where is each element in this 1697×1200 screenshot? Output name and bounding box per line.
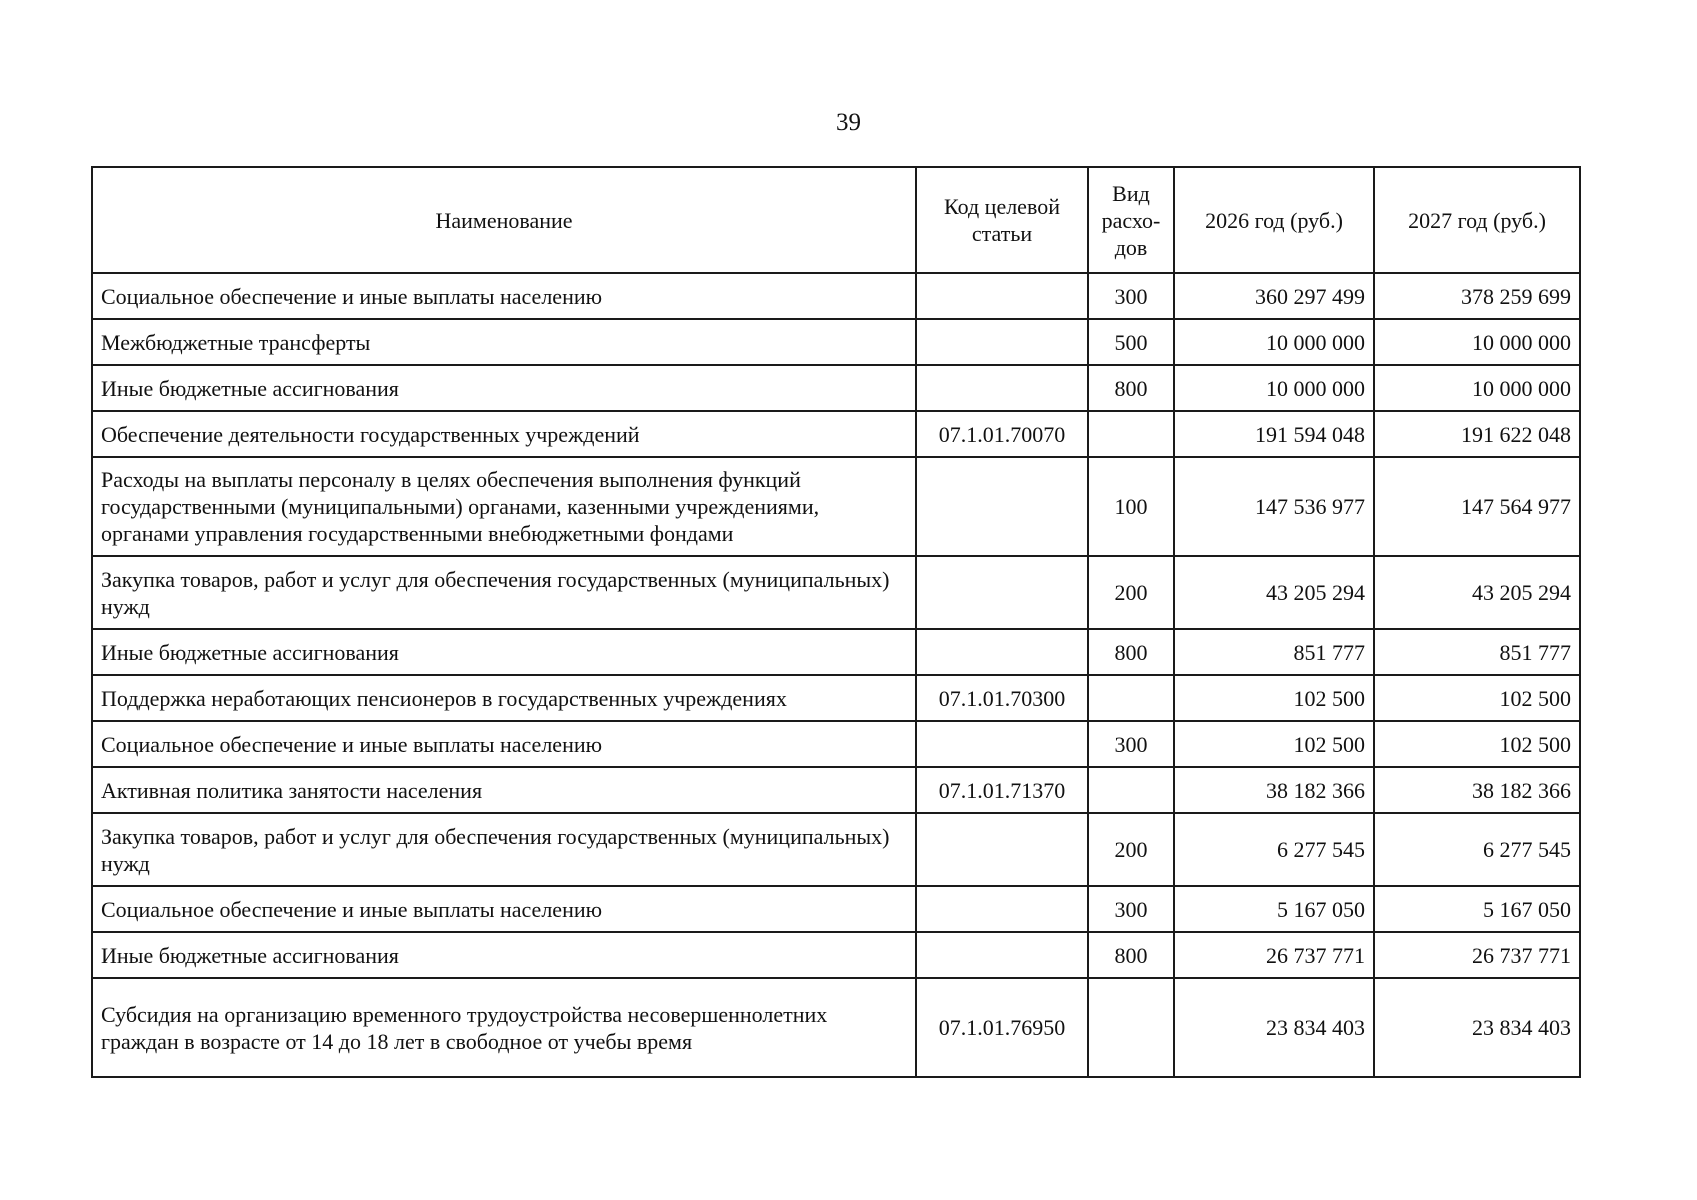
cell-name: Субсидия на организацию временного трудоустройства несовершеннолетних граждан в возрасте от 14 до 18 лет в свободное от учебы время bbox=[92, 978, 916, 1077]
table-row bbox=[92, 813, 1580, 886]
cell-code: 07.1.01.76950 bbox=[916, 978, 1088, 1077]
table-row bbox=[92, 319, 1580, 365]
table-row bbox=[92, 411, 1580, 457]
cell-2027: 102 500 bbox=[1374, 721, 1580, 767]
table-row bbox=[92, 932, 1580, 978]
table-row bbox=[92, 457, 1580, 556]
cell-type: 800 bbox=[1088, 629, 1174, 675]
cell-code bbox=[916, 886, 1088, 932]
cell-2026: 43 205 294 bbox=[1174, 556, 1374, 629]
cell-code: 07.1.01.70070 bbox=[916, 411, 1088, 457]
cell-name: Закупка товаров, работ и услуг для обеспечения государственных (муниципальных) нужд bbox=[92, 556, 916, 629]
cell-code: 07.1.01.70300 bbox=[916, 675, 1088, 721]
cell-code bbox=[916, 932, 1088, 978]
table-row bbox=[92, 721, 1580, 767]
cell-name: Закупка товаров, работ и услуг для обеспечения государственных (муниципальных) нужд bbox=[92, 813, 916, 886]
cell-2027: 10 000 000 bbox=[1374, 365, 1580, 411]
cell-2027: 191 622 048 bbox=[1374, 411, 1580, 457]
cell-2026: 23 834 403 bbox=[1174, 978, 1374, 1077]
cell-code bbox=[916, 273, 1088, 319]
cell-type: 300 bbox=[1088, 273, 1174, 319]
cell-2027: 26 737 771 bbox=[1374, 932, 1580, 978]
cell-name: Активная политика занятости населения bbox=[92, 767, 916, 813]
table-row bbox=[92, 767, 1580, 813]
table-row bbox=[92, 629, 1580, 675]
cell-2026: 851 777 bbox=[1174, 629, 1374, 675]
cell-2027: 851 777 bbox=[1374, 629, 1580, 675]
cell-2027: 43 205 294 bbox=[1374, 556, 1580, 629]
cell-type: 800 bbox=[1088, 365, 1174, 411]
cell-2026: 6 277 545 bbox=[1174, 813, 1374, 886]
cell-name: Социальное обеспечение и иные выплаты населению bbox=[92, 886, 916, 932]
cell-2026: 10 000 000 bbox=[1174, 365, 1374, 411]
table-row bbox=[92, 675, 1580, 721]
cell-2026: 5 167 050 bbox=[1174, 886, 1374, 932]
cell-type: 100 bbox=[1088, 457, 1174, 556]
table-header-row bbox=[92, 167, 1580, 273]
cell-2026: 191 594 048 bbox=[1174, 411, 1374, 457]
cell-code bbox=[916, 813, 1088, 886]
cell-code: 07.1.01.71370 bbox=[916, 767, 1088, 813]
cell-name: Иные бюджетные ассигнования bbox=[92, 932, 916, 978]
cell-name: Социальное обеспечение и иные выплаты населению bbox=[92, 273, 916, 319]
cell-2026: 26 737 771 bbox=[1174, 932, 1374, 978]
cell-code bbox=[916, 721, 1088, 767]
header-year-2027: 2027 год (руб.) bbox=[1374, 167, 1580, 273]
cell-name: Обеспечение деятельности государственных учреждений bbox=[92, 411, 916, 457]
table-row bbox=[92, 886, 1580, 932]
cell-2027: 147 564 977 bbox=[1374, 457, 1580, 556]
cell-type bbox=[1088, 767, 1174, 813]
cell-2027: 102 500 bbox=[1374, 675, 1580, 721]
cell-type bbox=[1088, 978, 1174, 1077]
cell-2027: 5 167 050 bbox=[1374, 886, 1580, 932]
cell-2026: 360 297 499 bbox=[1174, 273, 1374, 319]
header-name: Наименование bbox=[92, 167, 916, 273]
cell-name: Межбюджетные трансферты bbox=[92, 319, 916, 365]
cell-name: Иные бюджетные ассигнования bbox=[92, 629, 916, 675]
cell-name: Иные бюджетные ассигнования bbox=[92, 365, 916, 411]
cell-2026: 38 182 366 bbox=[1174, 767, 1374, 813]
cell-type: 500 bbox=[1088, 319, 1174, 365]
header-type: Вид расхо-дов bbox=[1088, 167, 1174, 273]
cell-name: Поддержка неработающих пенсионеров в государственных учреждениях bbox=[92, 675, 916, 721]
budget-table bbox=[91, 166, 1581, 1078]
cell-code bbox=[916, 365, 1088, 411]
header-code: Код целевой статьи bbox=[916, 167, 1088, 273]
cell-2027: 23 834 403 bbox=[1374, 978, 1580, 1077]
cell-2026: 102 500 bbox=[1174, 721, 1374, 767]
cell-2027: 10 000 000 bbox=[1374, 319, 1580, 365]
cell-code bbox=[916, 319, 1088, 365]
cell-2027: 38 182 366 bbox=[1374, 767, 1580, 813]
header-year-2026: 2026 год (руб.) bbox=[1174, 167, 1374, 273]
cell-type: 200 bbox=[1088, 813, 1174, 886]
page-number: 39 bbox=[836, 109, 861, 136]
cell-code bbox=[916, 457, 1088, 556]
cell-2026: 102 500 bbox=[1174, 675, 1374, 721]
cell-type bbox=[1088, 675, 1174, 721]
cell-name: Социальное обеспечение и иные выплаты населению bbox=[92, 721, 916, 767]
table-row bbox=[92, 978, 1580, 1077]
cell-code bbox=[916, 629, 1088, 675]
cell-type bbox=[1088, 411, 1174, 457]
cell-type: 200 bbox=[1088, 556, 1174, 629]
cell-2026: 10 000 000 bbox=[1174, 319, 1374, 365]
cell-type: 300 bbox=[1088, 886, 1174, 932]
cell-type: 800 bbox=[1088, 932, 1174, 978]
table-row bbox=[92, 365, 1580, 411]
cell-type: 300 bbox=[1088, 721, 1174, 767]
cell-2026: 147 536 977 bbox=[1174, 457, 1374, 556]
cell-code bbox=[916, 556, 1088, 629]
table-row bbox=[92, 556, 1580, 629]
cell-2027: 6 277 545 bbox=[1374, 813, 1580, 886]
table-row bbox=[92, 273, 1580, 319]
cell-2027: 378 259 699 bbox=[1374, 273, 1580, 319]
cell-name: Расходы на выплаты персоналу в целях обеспечения выполнения функций государственными (муниципальными) органами, казенными учреждениями, органами управления государственными внебюджетными фондами bbox=[92, 457, 916, 556]
